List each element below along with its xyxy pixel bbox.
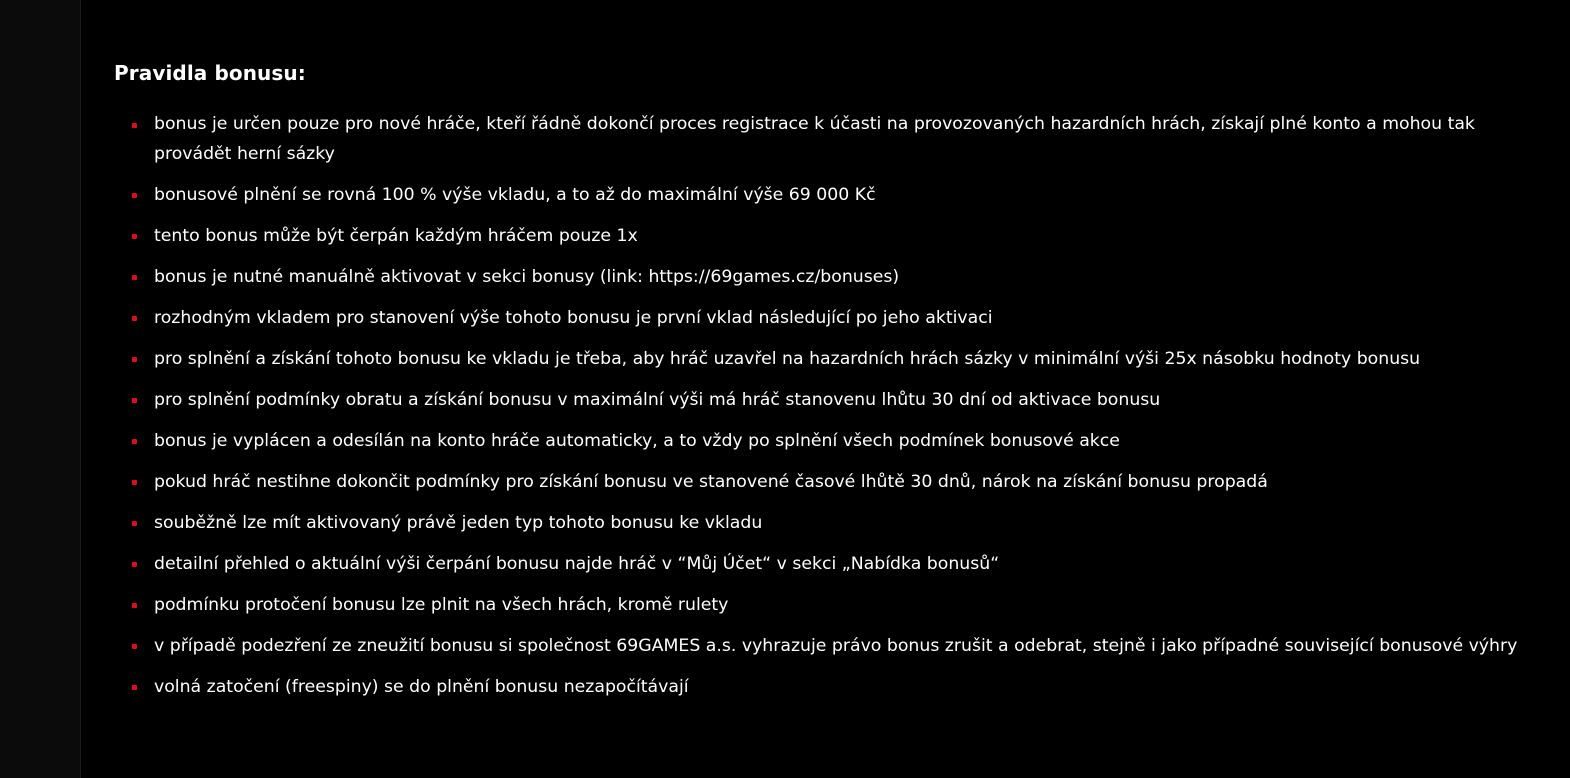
bonus-rules-section [114,58,1534,714]
rule-text: volná zatočení (freespiny) se do plnění bonusu nezapočítávají [154,676,689,697]
rule-item [114,632,1534,662]
bullet-icon [132,439,137,444]
bullet-icon [132,603,137,608]
rule-item [114,386,1534,416]
bullet-icon [132,562,137,567]
bullet-icon [132,275,137,280]
rule-item [114,263,1534,293]
rule-text: podmínku protočení bonusu lze plnit na všech hrách, kromě rulety [154,594,729,615]
bullet-icon [132,480,137,485]
rule-item [114,591,1534,621]
bullet-icon [132,398,137,403]
bullet-icon [132,685,137,690]
bullet-icon [132,357,137,362]
rule-item [114,222,1534,252]
rule-text: souběžně lze mít aktivovaný právě jeden typ tohoto bonusu ke vkladu [154,512,763,533]
rule-text: rozhodným vkladem pro stanovení výše tohoto bonusu je první vklad následující po jeho aktivaci [154,307,993,328]
rule-text: pro splnění a získání tohoto bonusu ke vkladu je třeba, aby hráč uzavřel na hazardních hrách sázky v minimální výši 25x násobku hodnoty bonusu [154,348,1421,369]
bullet-icon [132,316,137,321]
rule-item [114,468,1534,498]
rule-text: v případě podezření ze zneužití bonusu si společnost 69GAMES a.s. vyhrazuje právo bonus zrušit a odebrat, stejně i jako případné související bonusové výhry [154,635,1518,656]
rule-text: pro splnění podmínky obratu a získání bonusu v maximální výši má hráč stanovenu lhůtu 30 dní od aktivace bonusu [154,389,1161,410]
left-sidebar-rail [0,0,81,778]
rule-item [114,110,1534,169]
rule-text: pokud hráč nestihne dokončit podmínky pro získání bonusu ve stanovené časové lhůtě 30 dnů, nárok na získání bonusu propadá [154,471,1268,492]
bullet-icon [132,521,137,526]
rule-item [114,673,1534,703]
rule-item [114,304,1534,334]
rule-text: bonus je nutné manuálně aktivovat v sekci bonusy (link: https://69games.cz/bonuses) [154,266,900,287]
bullet-icon [132,234,137,239]
rule-text: bonus je určen pouze pro nové hráče, kteří řádně dokončí proces registrace k účasti na provozovaných hazardních hrách, získají plné konto a mohou tak provádět herní sázky [154,114,1475,164]
rule-text: detailní přehled o aktuální výši čerpání bonusu najde hráč v “Můj Účet“ v sekci „Nabídka bonusů“ [154,553,1000,574]
rules-list [114,110,1534,702]
rule-text: bonus je vyplácen a odesílán na konto hráče automaticky, a to vždy po splnění všech podmínek bonusové akce [154,430,1120,451]
rule-item [114,345,1534,375]
bullet-icon [132,193,137,198]
bullet-icon [132,123,137,128]
section-title: Pravidla bonusu: [114,61,306,85]
bullet-icon [132,644,137,649]
rule-item [114,427,1534,457]
rule-item [114,550,1534,580]
rule-item [114,509,1534,539]
rule-text: tento bonus může být čerpán každým hráčem pouze 1x [154,225,638,246]
rule-item [114,181,1534,211]
rule-text: bonusové plnění se rovná 100 % výše vkladu, a to až do maximální výše 69 000 Kč [154,184,876,205]
